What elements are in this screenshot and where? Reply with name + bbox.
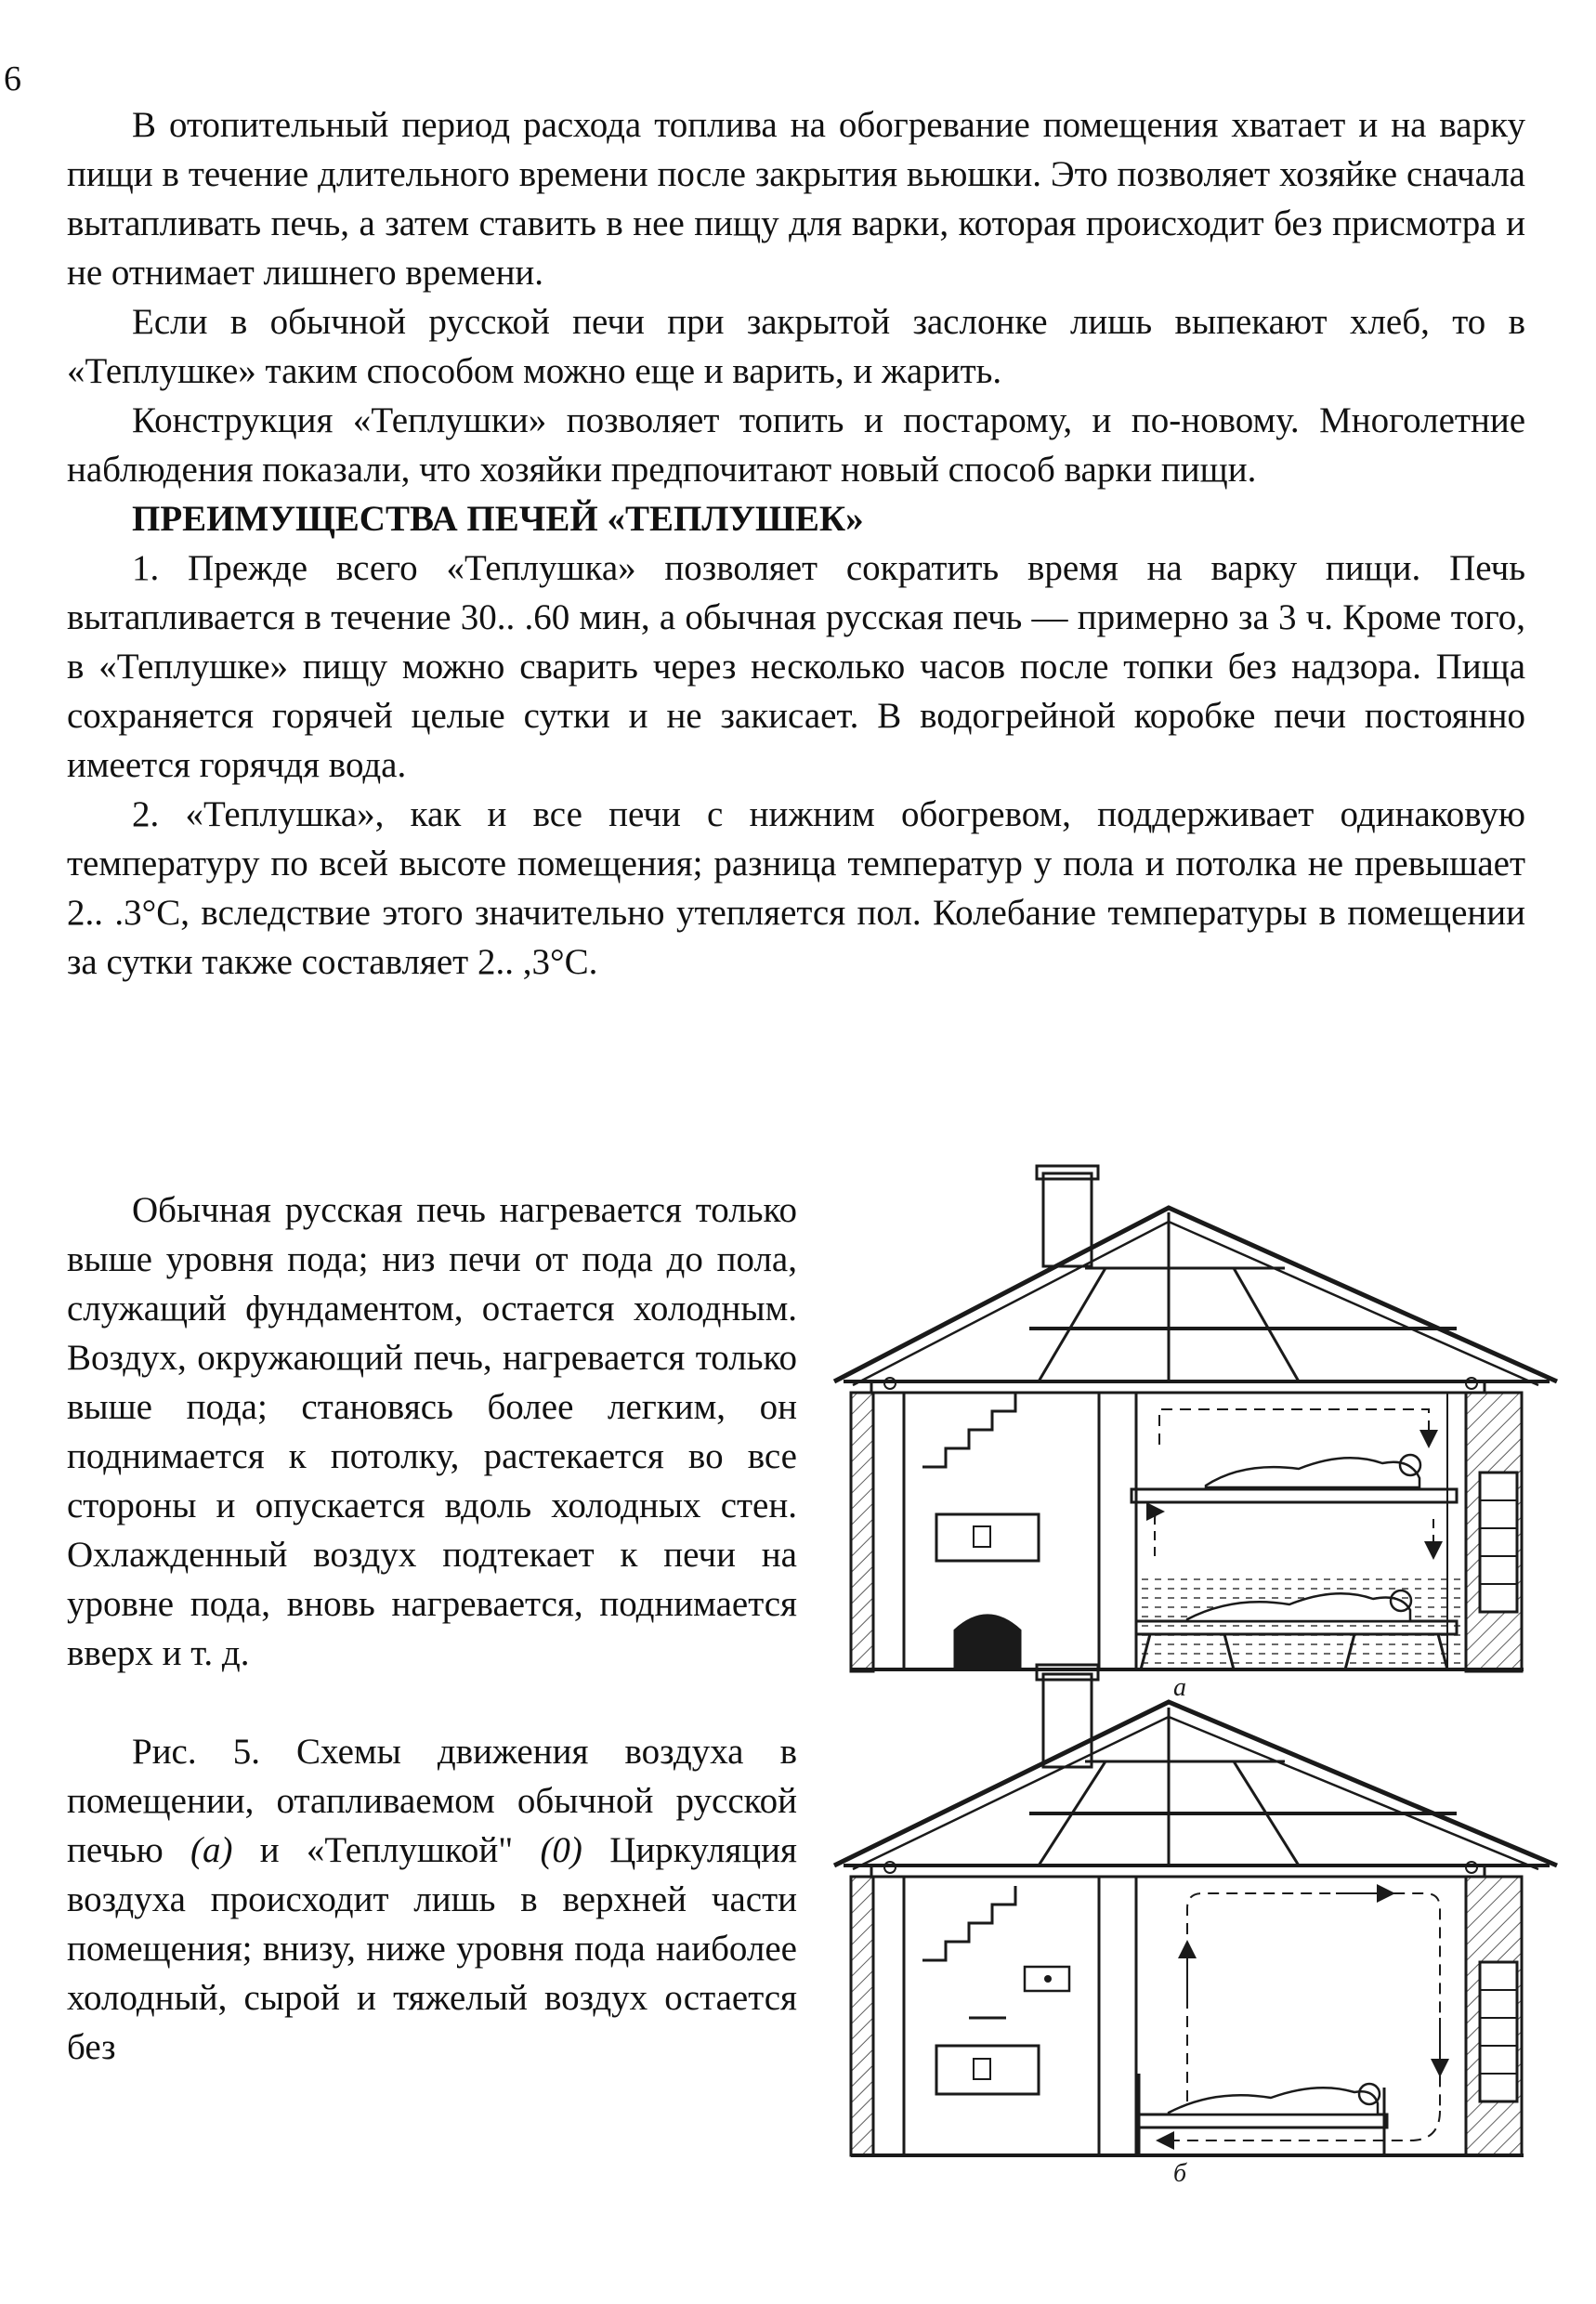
section-heading: ПРЕИМУЩЕСТВА ПЕЧЕЙ «ТЕПЛУШЕК» [132, 499, 864, 539]
intro-paragraph-1: В отопительный период расхода топлива на обогревание помещения хватает и на варку пищи в течение длительного времени после закрытия вьюшки. Это позволяет хозяйке сначала вытапливать печь, а затем ставить в нее пищу для варки, которая происходит без присмотра и не отнимает лишнего времени. [67, 105, 1525, 293]
advantage-1: 1. Прежде всего «Теплушка» позволяет сократить время на варку пищи. Печь вытапливается в течение 30.. .60 мин, а обычная русская печь — примерно за 3 ч. Кроме того, в «Теплушке» пищу можно сварить через несколько часов после топки без надзора. Пища сохраняется горячей целые сутки и не закисает. В водогрейной коробке печи постоянно имеется горячдя вода. [67, 548, 1525, 785]
caption-part-1: Рис. 5. Схемы движения воздуха в помещении, отапливаемом обычной русской печью [67, 1732, 797, 1870]
page-number: 6 [4, 59, 21, 98]
caption-part-2: и «Теплушкой" [232, 1830, 541, 1870]
advantage-2: 2. «Теплушка», как и все печи с нижним обогревом, поддерживает одинаковую температуру по всей высоте помещения; разница температур у пола и потолка не превышает 2.. .3°С, вследствие этого значительно утепляется пол. Колебание температуры в помещении за сутки также составляет 2.. ,3°С. [67, 794, 1525, 982]
figure-b-label: б [1173, 2159, 1187, 2188]
figure-a-label: а [1173, 1673, 1186, 1702]
left-column [67, 1185, 797, 2072]
left-column-paragraph: Обычная русская печь нагревается только выше уровня пода; низ печи от пода до пола, служащий фундаментом, остается холодным. Воздух, окружающий печь, нагревается только выше пода; становясь более легким, он поднимается к потолку, растекается во все стороны и опускается вдоль холодных стен. Охлажденный воздух подтекает к печи на уровне пода, вновь нагревается, поднимается вверх и т. д. [67, 1190, 797, 1673]
figure-teplushka-stove [816, 1665, 1559, 2188]
figure-caption [67, 1727, 797, 2072]
caption-label-a: (а) [190, 1830, 233, 1870]
caption-part-3: Циркуляция воздуха происходит лишь в верхней части помещения; внизу, ниже уровня пода наиболее холодный, сырой и тяжелый воздух остается без [67, 1830, 797, 2067]
intro-paragraph-3: Конструкция «Теплушки» позволяет топить и постарому, и по-новому. Многолетние наблюдения показали, что хозяйки предпочитают новый способ варки пищи. [67, 400, 1525, 490]
caption-label-b: (0) [540, 1830, 582, 1870]
figure-russian-stove [816, 1166, 1559, 1702]
main-text [67, 100, 1525, 987]
intro-paragraph-2: Если в обычной русской печи при закрытой заслонке лишь выпекают хлеб, то в «Теплушке» таким способом можно еще и варить, и жарить. [67, 302, 1525, 391]
